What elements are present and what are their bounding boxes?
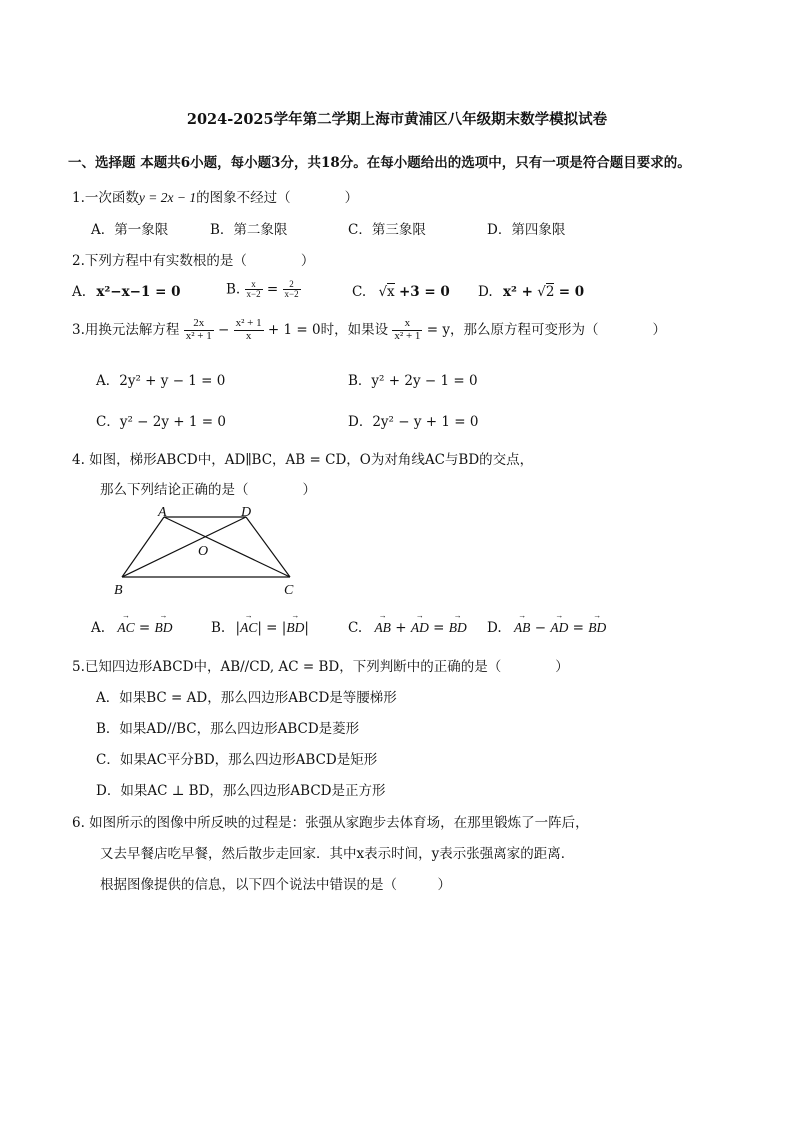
q2-label-c: C.: [352, 284, 367, 300]
q4-label-b: B.: [211, 620, 226, 636]
q4-a-eq: =: [138, 620, 151, 636]
q4-label-a: A.: [91, 620, 106, 636]
vector-ab: → AB: [374, 620, 391, 636]
q2-c-radicand: x: [387, 284, 395, 300]
q4-d-minus: −: [534, 620, 547, 636]
trapezoid-figure: [110, 505, 310, 600]
q3-option-b: B．y² + 2y − 1 = 0: [348, 373, 478, 389]
vector-ac: → AC: [240, 620, 257, 636]
vertex-label-a: A: [158, 505, 167, 520]
page-title: 2024-2025学年第二学期上海市黄浦区八年级期末数学模拟试卷: [186, 111, 608, 128]
q2-b-fraction-2: [283, 280, 301, 300]
section-heading: 一、选择题 本题共6小题，每小题3分，共18分。在每小题给出的选项中，只有一项是符合题目要求的。: [68, 155, 691, 171]
q4-d-eq: =: [572, 620, 584, 636]
vector-ad: → AD: [550, 620, 568, 636]
q3-f1-den: x² + 1: [185, 330, 212, 342]
q4-c-eq: =: [433, 620, 445, 636]
q1-function-expr: y = 2x − 1: [138, 190, 197, 205]
q4-b-bar-2: |: [304, 620, 309, 636]
q4-option-a: [91, 620, 173, 636]
vector-ac: → AC: [117, 620, 134, 636]
vector-bd: → BD: [155, 620, 173, 636]
q3-stem-mid: + 1 = 0时，如果设: [267, 322, 389, 338]
q2-b-num-1: x: [245, 280, 263, 290]
q1-option-d: D．第四象限: [487, 222, 566, 238]
q1-stem-start: 1.一次函数: [72, 190, 139, 206]
q3-stem-start: 3.用换元法解方程: [72, 322, 180, 338]
question-2-stem: 2.下列方程中有实数根的是（ ）: [72, 253, 315, 269]
q2-b-den-1: x−2: [246, 289, 261, 300]
q3-stem-end: = y，那么原方程可变形为（ ）: [426, 322, 666, 338]
q2-label-b: B.: [226, 281, 241, 298]
q1-option-a: A．第一象限: [91, 222, 169, 238]
q4-label-c: C.: [348, 620, 363, 636]
q2-d-radicand: 2: [545, 284, 555, 300]
vector-bd: → BD: [588, 620, 606, 636]
q1-stem-end: 的图象不经过（ ）: [196, 190, 359, 206]
q3-fraction-2: [234, 318, 264, 342]
q2-label-d: D.: [478, 284, 493, 300]
q1-option-c: C．第三象限: [348, 222, 426, 238]
question-6-stem-line1: 6. 如图所示的图像中所反映的过程是：张强从家跑步去体育场，在那里锻炼了一阵后，: [72, 815, 589, 831]
vector-ab: → AB: [514, 620, 531, 636]
vector-bd: → BD: [286, 620, 304, 636]
question-4-stem-line1: 4. 如图，梯形ABCD中，AD∥BC，AB = CD，O为对角线AC与BD的交点，: [72, 452, 534, 468]
q3-fraction-1: [184, 318, 214, 342]
q3-f3-den: x² + 1: [394, 330, 421, 342]
q2-b-equals: =: [266, 281, 279, 298]
q2-d-part-b: = 0: [558, 284, 585, 300]
q2-b-fraction-1: [245, 280, 263, 300]
q4-option-d: [487, 620, 606, 636]
q4-option-c: [348, 620, 467, 636]
q5-option-a: A．如果BC = AD，那么四边形ABCD是等腰梯形: [96, 690, 397, 706]
sqrt-icon: √: [537, 284, 546, 300]
sqrt-icon: √: [378, 284, 388, 300]
q3-option-d: D．2y² − y + 1 = 0: [348, 414, 479, 430]
question-4-stem-line2: 那么下列结论正确的是（ ）: [100, 482, 316, 498]
q3-minus: −: [218, 322, 230, 338]
q2-label-a: A.: [72, 284, 87, 300]
q2-c-rest: +3 = 0: [398, 284, 450, 300]
trapezoid-side-dc: [246, 517, 290, 577]
q3-option-c: C．y² − 2y + 1 = 0: [96, 414, 226, 430]
q2-option-c: [352, 284, 450, 300]
q4-b-mid: | = |: [257, 620, 287, 636]
q2-b-den-2: x−2: [284, 289, 299, 300]
q2-d-part-a: x² +: [502, 284, 533, 300]
trapezoid-side-ab: [122, 517, 164, 577]
q5-option-b: B．如果AD//BC，那么四边形ABCD是菱形: [96, 721, 360, 737]
q2-option-b: [226, 280, 301, 300]
q3-f3-num: x: [392, 318, 422, 331]
q5-option-c: C．如果AC平分BD，那么四边形ABCD是矩形: [96, 752, 378, 768]
q4-option-b: [211, 620, 309, 636]
vector-ad: → AD: [411, 620, 429, 636]
question-1-stem: [72, 186, 358, 206]
vertex-label-d: D: [241, 505, 252, 520]
q4-b-bar-1: |: [235, 620, 241, 636]
q2-option-a: [72, 284, 180, 300]
q3-f1-num: 2x: [184, 318, 214, 331]
q3-fraction-3: [392, 318, 422, 342]
vertex-label-c: C: [284, 583, 294, 598]
q4-c-plus: +: [395, 620, 407, 636]
q1-option-b: B．第二象限: [210, 222, 288, 238]
q3-option-a: A．2y² + y − 1 = 0: [96, 373, 226, 389]
question-5-stem: 5.已知四边形ABCD中，AB//CD, AC = BD，下列判断中的正确的是（ ）: [72, 659, 569, 675]
q3-f2-den: x: [245, 330, 252, 342]
q5-option-d: D．如果AC ⊥ BD，那么四边形ABCD是正方形: [96, 783, 386, 799]
q3-f2-num: x² + 1: [235, 317, 262, 330]
vertex-label-b: B: [114, 583, 123, 598]
q4-label-d: D.: [487, 620, 502, 636]
vector-bd: → BD: [449, 620, 467, 636]
vertex-label-o: O: [198, 544, 209, 559]
question-6-stem-line2: 又去早餐店吃早餐，然后散步走回家．其中x表示时间，y表示张强离家的距离．: [100, 846, 575, 862]
question-6-stem-line3: 根据图像提供的信息，以下四个说法中错误的是（ ）: [100, 877, 451, 893]
question-3-stem: [72, 318, 666, 343]
q2-b-num-2: 2: [283, 280, 301, 290]
q2-option-a-expr: x²−x−1 = 0: [96, 284, 181, 300]
q2-option-d: [478, 284, 584, 300]
